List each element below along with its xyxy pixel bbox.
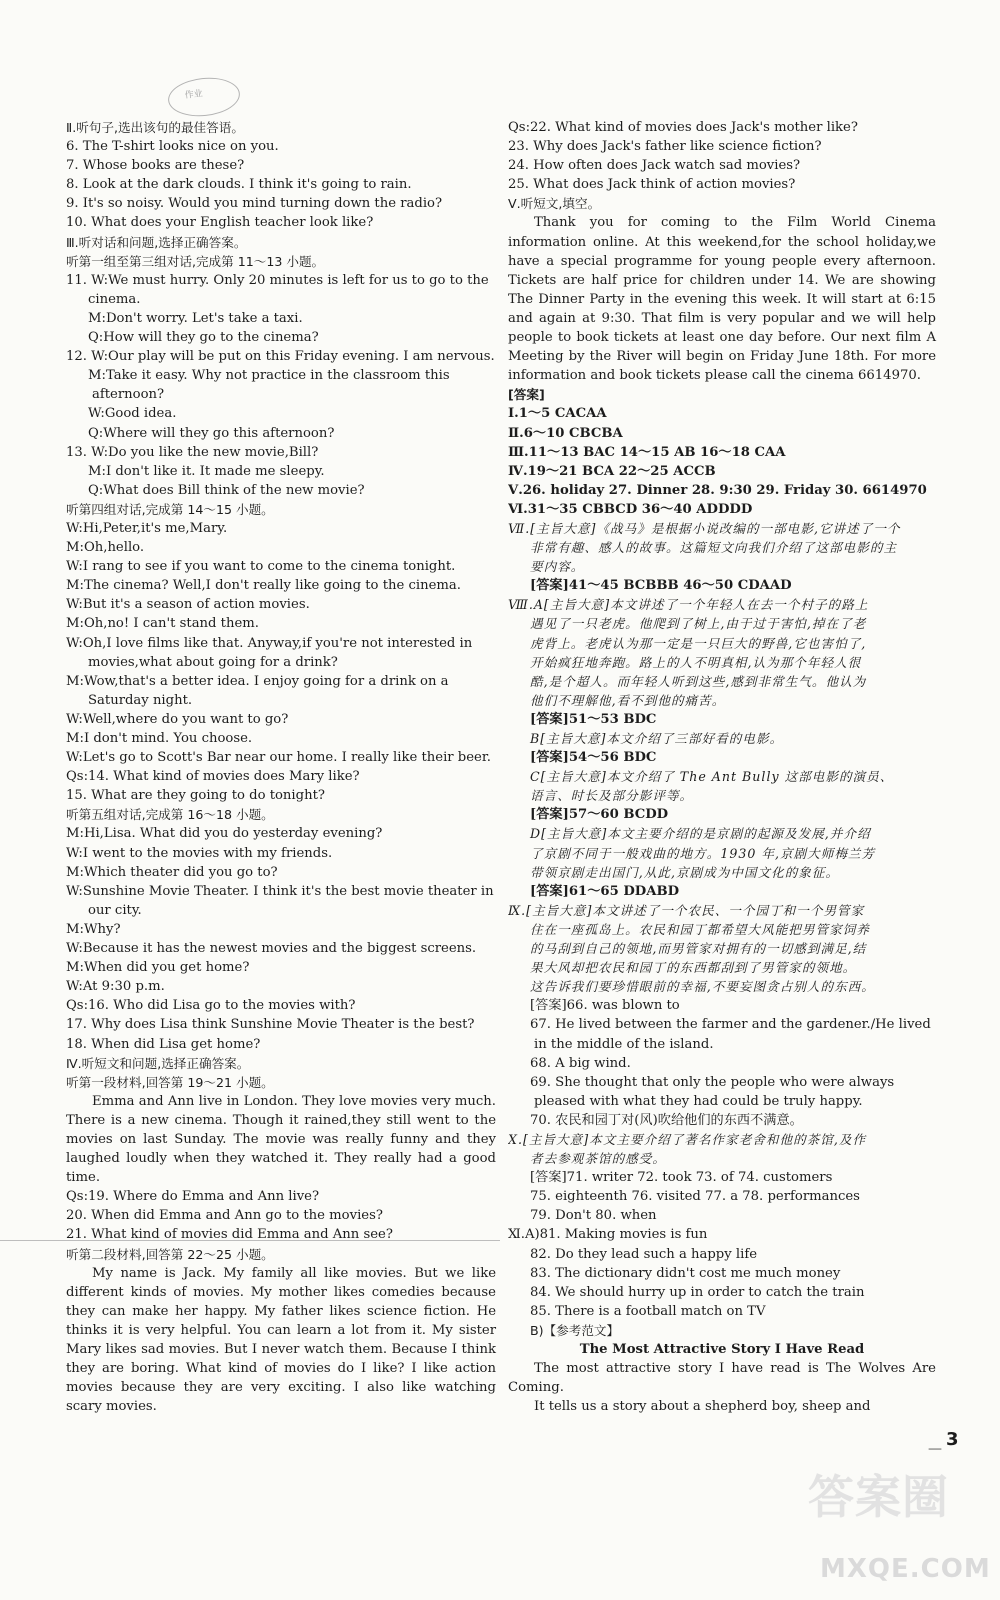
sec11-answer-85: 85. There is a football match on TV (530, 1303, 766, 1319)
left-line: W:I went to the movies with my friends. (66, 845, 333, 861)
column-divider (0, 1240, 500, 1241)
sec10-2: 者去参观茶馆的感受。 (530, 1151, 666, 1167)
left-line: Qs:16. Who did Lisa go to the movies with? (66, 998, 356, 1014)
sec8c-2: 语言、时长及部分影评等。 (530, 788, 694, 804)
watermark-url: MXQE.COM (820, 1554, 991, 1584)
left-line: 21. What kind of movies did Emma and Ann see? (66, 1227, 393, 1243)
left-line: Q:Where will they go this afternoon? (88, 425, 335, 441)
left-line: 18. When did Lisa get home? (66, 1036, 261, 1052)
left-line: M:When did you get home? (66, 960, 250, 976)
left-line: M:Oh,hello. (66, 540, 145, 556)
left-line: 17. Why does Lisa think Sunshine Movie Theater is the best? (66, 1017, 475, 1033)
right-column (508, 118, 936, 1416)
left-line: W:Well,where do you want to go? (66, 711, 289, 727)
left-line: 6. The T-shirt looks nice on you. (66, 139, 279, 155)
essay-title: The Most Attractive Story I Have Read (579, 1342, 865, 1357)
answer-1-5: Ⅰ.1～5 CACAA (508, 406, 607, 422)
sec8c-answer: [答案]57～60 BCDD (530, 807, 669, 823)
page-number: 3 (946, 1429, 959, 1450)
sec9-2: 住在一座孤岛上。农民和园丁都希望大风能把男管家饲养 (530, 921, 870, 937)
left-line: 听第五组对话,完成第 16～18 小题。 (66, 807, 274, 823)
sec8a-6: 他们不理解他,看不到他的痛苦。 (530, 692, 726, 708)
stamp (166, 74, 242, 119)
essay-paragraph-1: The most attractive story I have read is The Wolves Are Coming. (508, 1361, 936, 1396)
left-line: Q:How will they go to the cinema? (88, 330, 319, 346)
left-line: W:Hi,Peter,it's me,Mary. (66, 520, 228, 536)
sec10-answer-1: [答案]71. writer 72. took 73. of 74. customers (530, 1170, 833, 1186)
sec8d-1: D[主旨大意]本文主要介绍的是京剧的起源及发展,并介绍 (530, 826, 871, 842)
sec8a-2: 遇见了一只老虎。他爬到了树上,由于过于害怕,掉在了老 (530, 616, 867, 632)
left-line: 11. W:We must hurry. Only 20 minutes is left for us to go to the (66, 272, 489, 288)
left-line: 10. What does your English teacher look like? (66, 215, 374, 231)
sec7-summary-1: Ⅶ.[主旨大意]《战马》是根据小说改编的一部电影,它讲述了一个 (508, 520, 901, 536)
sec10-answer-2: 75. eighteenth 76. visited 77. a 78. performances (530, 1189, 860, 1205)
sec9-1: Ⅸ.[主旨大意]本文讲述了一个农民、一个园丁和一个男管家 (508, 902, 865, 918)
sec8d-2: 了京剧不同于一般戏曲的地方。1930 年,京剧大师梅兰芳 (530, 845, 876, 861)
right-line: 25. What does Jack think of action movies? (508, 177, 796, 193)
left-lines (66, 118, 496, 1092)
answer-19-25: Ⅳ.19～21 BCA 22～25 ACCB (508, 463, 716, 479)
left-line: M:Hi,Lisa. What did you do yesterday evening? (66, 826, 383, 842)
left-line: M:Why? (66, 921, 121, 937)
right-line: 24. How often does Jack watch sad movies? (508, 158, 801, 174)
left-line: W:At 9:30 p.m. (66, 979, 165, 995)
sec8b-answer: [答案]54～56 BDC (530, 750, 657, 766)
left-line: our city. (88, 902, 142, 918)
left-line: M:Take it easy. Why not practice in the classroom this (88, 368, 450, 384)
left-line: 13. W:Do you like the new movie,Bill? (66, 444, 319, 460)
answer-11-18: Ⅲ.11～13 BAC 14～15 AB 16～18 CAA (508, 444, 786, 460)
sec7-answer: [答案]41～45 BCBBB 46～50 CDAAD (530, 578, 792, 594)
left-line: 15. What are they going to do tonight? (66, 788, 325, 804)
left-line: W:Sunshine Movie Theater. I think it's the best movie theater in (66, 883, 494, 899)
sec11-answer-83: 83. The dictionary didn't cost me much money (530, 1265, 841, 1281)
sec8a-5: 酷,是个超人。而年轻人听到这些,感到非常生气。他认为 (530, 673, 867, 689)
left-line: M:I don't like it. It made me sleepy. (88, 463, 325, 479)
left-line: 12. W:Our play will be put on this Friday evening. I am nervous. (66, 349, 495, 365)
left-line: M:Oh,no! I can't stand them. (66, 616, 259, 632)
left-line: cinema. (88, 291, 141, 307)
left-line: 7. Whose books are these? (66, 158, 245, 174)
left-line: Ⅱ.听句子,选出该句的最佳答语。 (66, 120, 244, 135)
left-line: movies,what about going for a drink? (88, 654, 338, 670)
sec11-answer-82: 82. Do they lead such a happy life (530, 1246, 758, 1262)
sec8a-1: Ⅷ.A[主旨大意]本文讲述了一个年轻人在去一个村子的路上 (508, 597, 869, 613)
stamp-text: 作业 (184, 89, 204, 101)
left-line: Qs:14. What kind of movies does Mary like? (66, 769, 360, 785)
watermark-logo: 答案圈 (808, 1470, 949, 1524)
sec7-summary-2: 非常有趣、感人的故事。这篇短文向我们介绍了这部电影的主 (530, 540, 898, 556)
essay-paragraph-2: It tells us a story about a shepherd boy, sheep and (534, 1399, 871, 1415)
sec7-summary-3: 要内容。 (530, 559, 585, 575)
sec9-answer-70: 70. 农民和园丁对(风)吹给他们的东西不满意。 (530, 1112, 803, 1128)
left-line: 20. When did Emma and Ann go to the movies? (66, 1208, 383, 1224)
sec9-answer-69b: pleased with what they had could be truly happy. (534, 1093, 863, 1109)
sec9-answer-66: [答案]66. was blown to (530, 998, 680, 1014)
sec11-answer-81: Ⅺ.A)81. Making movies is fun (508, 1227, 708, 1243)
left-line: 8. Look at the dark clouds. I think it's going to rain. (66, 177, 412, 193)
left-line: Q:What does Bill think of the new movie? (88, 482, 365, 498)
left-line: Ⅳ.听短文和问题,选择正确答案。 (66, 1055, 250, 1071)
page-number-dash: — (928, 1441, 942, 1457)
left-line: M:The cinema? Well,I don't really like going to the cinema. (66, 578, 461, 594)
sec9-answer-67b: in the middle of the island. (534, 1036, 714, 1052)
left-line: W:I rang to see if you want to come to the cinema tonight. (66, 559, 456, 575)
left-column (66, 118, 496, 1416)
sec9-answer-69a: 69. She thought that only the people who were always (530, 1074, 895, 1090)
left-line: 9. It's so noisy. Would you mind turning down the radio? (66, 196, 443, 212)
sec8c-1: C[主旨大意]本文介绍了 The Ant Bully 这部电影的演员、 (530, 769, 894, 785)
left-line: M:I don't mind. You choose. (66, 731, 253, 746)
answer-31-40: Ⅵ.31～35 CBBCD 36～40 ADDDD (508, 501, 753, 517)
left-line: W:But it's a season of action movies. (66, 597, 310, 613)
left-line: 听第四组对话,完成第 14～15 小题。 (66, 501, 274, 517)
left-line: W:Good idea. (88, 406, 177, 422)
sec8b-1: B[主旨大意]本文介绍了三部好看的电影。 (530, 731, 784, 746)
left-line: W:Because it has the newest movies and the biggest screens. (66, 941, 477, 957)
sec8d-answer: [答案]61～65 DDABD (530, 883, 680, 899)
left-line: M:Wow,that's a better idea. I enjoy going for a drink on a (66, 673, 449, 689)
right-line: Qs:22. What kind of movies does Jack's mother like? (508, 120, 858, 135)
sec8d-3: 带领京剧走出国门,从此,京剧成为中国文化的象征。 (530, 864, 840, 880)
answer-label: [答案] (508, 387, 545, 403)
sec11-answer-84: 84. We should hurry up in order to catch the train (530, 1284, 865, 1300)
left-line: Qs:19. Where do Emma and Ann live? (66, 1189, 320, 1205)
right-line: 23. Why does Jack's father like science fiction? (508, 139, 822, 155)
left-line: afternoon? (92, 387, 165, 403)
sec11-b-label: B)【参考范文】 (530, 1322, 620, 1338)
sec9-3: 的马刮到自己的领地,而男管家对拥有的一切感到满足,结 (530, 941, 867, 957)
left-line: W:Let's go to Scott's Bar near our home. I really like their beer. (66, 750, 491, 766)
sec8a-4: 开始疯狂地奔跑。路上的人不明真相,认为那个年轻人很 (530, 654, 862, 670)
left-line: Ⅲ.听对话和问题,选择正确答案。 (66, 234, 247, 250)
left-line: 听第一段材料,回答第 19～21 小题。 (66, 1074, 274, 1090)
sec9-answer-68: 68. A big wind. (530, 1055, 631, 1071)
left-line: Saturday night. (88, 692, 193, 708)
passage-emma-ann: Emma and Ann live in London. They love movies very much. There is a new cinema. Though it rained,they still went to the movies on last Sunday. The movie was really funny and they laughed loudly when they watched it. They really had a good time. (66, 1093, 496, 1186)
left-lines-2 (66, 1187, 496, 1263)
sec8a-3: 虎背上。老虎认为那一定是一只巨大的野兽,它也害怕了, (530, 635, 867, 651)
left-line: 听第一组至第三组对话,完成第 11～13 小题。 (66, 253, 325, 269)
sec10-answer-3: 79. Don't 80. when (530, 1208, 657, 1224)
answer-26-30: Ⅴ.26. holiday 27. Dinner 28. 9:30 29. Friday 30. 6614970 (508, 482, 927, 498)
right-lines (508, 118, 936, 213)
sec10-1: Ⅹ.[主旨大意]本文主要介绍了著名作家老舍和他的茶馆,及作 (508, 1131, 867, 1147)
left-line: W:Oh,I love films like that. Anyway,if you're not interested in (66, 635, 473, 651)
left-line: M:Which theater did you go to? (66, 864, 278, 880)
sec9-5: 这告诉我们要珍惜眼前的幸福,不要妄图贪占别人的东西。 (530, 979, 875, 995)
right-line: Ⅴ.听短文,填空。 (508, 196, 601, 212)
left-line: 听第二段材料,回答第 22～25 小题。 (66, 1246, 274, 1262)
sec9-answer-67a: 67. He lived between the farmer and the gardener./He lived (530, 1017, 931, 1033)
passage-jack: My name is Jack. My family all like movies. But we like different kinds of movies. My mother likes comedies because they can make her happy. My father likes science fiction. He thinks it is very helpful. You can learn a lot from it. My sister Mary likes sad movies. But I never watch them. Because I think they are boring. What kind of movies do I like? I like action movies because they are very exciting. I also like watching scary movies. (66, 1265, 496, 1415)
passage-film-world: Thank you for coming to the Film World Cinema information online. At this weekend,for the school holiday,we have a special programme for young people every afternoon. Tickets are half price for children under 14. We are showing The Dinner Party in the evening this week. It will start at 6:15 and again at 9:30. That film is very popular and we will help people to book tickets at least one day before. Our next film A Meeting by the River will begin on Friday June 18th. For more information and book tickets please call the cinema 6614970. (508, 215, 936, 384)
sec9-4: 果大风却把农民和园丁的东西都刮到了男管家的领地。 (530, 960, 857, 976)
sec8a-answer: [答案]51～53 BDC (530, 711, 657, 727)
answer-6-10: Ⅱ.6～10 CBCBA (508, 425, 623, 441)
left-line: M:Don't worry. Let's take a taxi. (88, 310, 303, 326)
